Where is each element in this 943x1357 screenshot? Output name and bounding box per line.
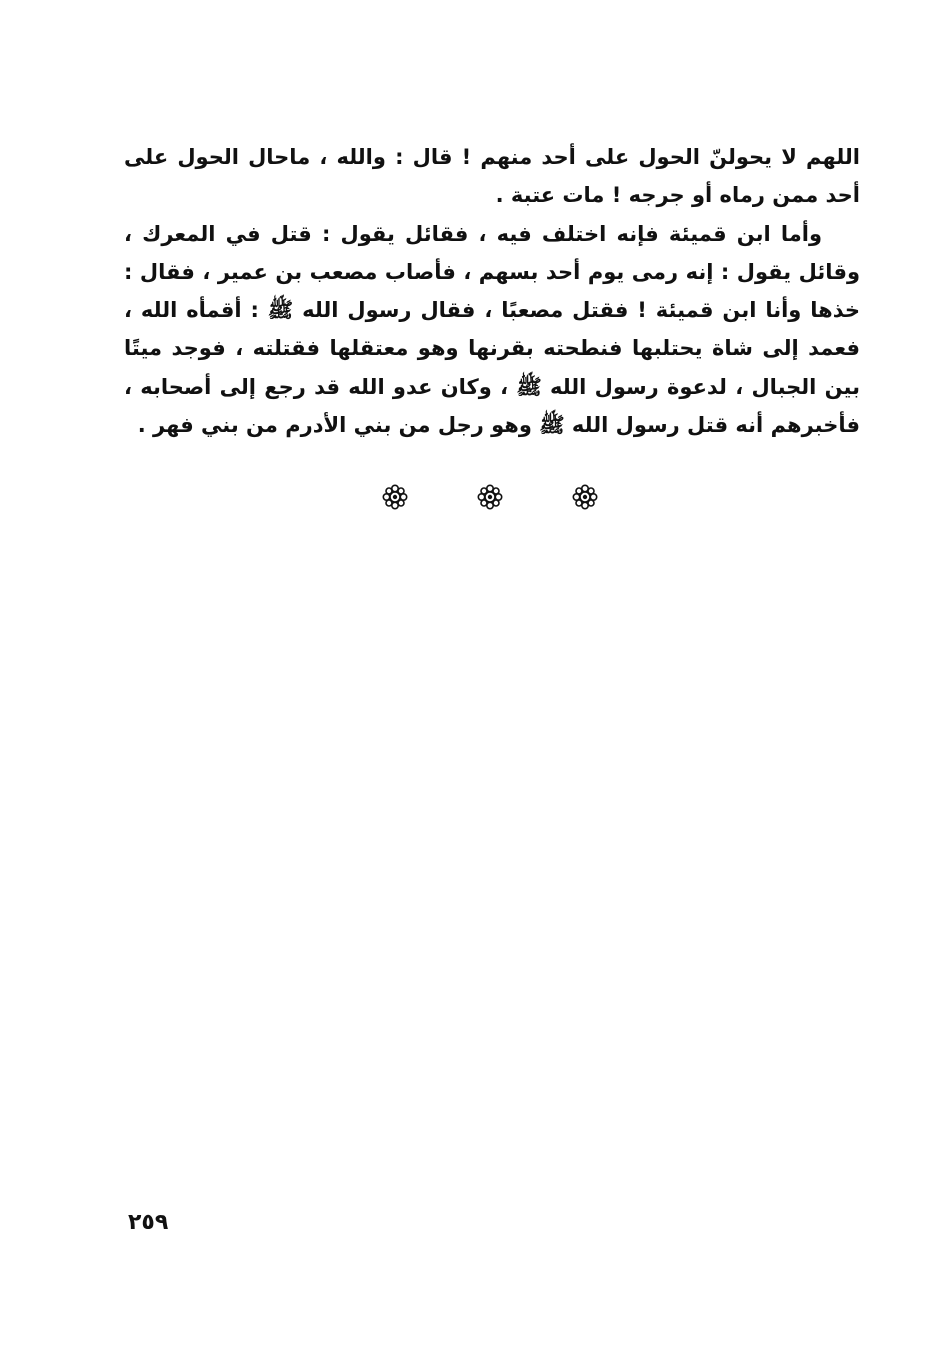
page-number: ٢٥٩ [128,1210,169,1235]
ornament-icon [570,482,600,512]
paragraph-1: اللهم لا يحولنّ الحول على أحد منهم ! قال : والله ، ماحال الحول على أحد ممن رماه أو جرجه ! مات عتبة . [124,145,860,208]
body-text [124,138,860,444]
ornament-icon [380,482,410,512]
paragraph-2: وأما ابن قميئة فإنه اختلف فيه ، فقائل يقول : قتل في المعرك ، وقائل يقول : إنه رمى يوم أحد بسهم ، فأصاب مصعب بن عمير ، فقال : خذها وأنا ابن قميئة ! فقتل مصعبًا ، فقال رسول الله ﷺ : أقمأه الله ، فعمد إلى شاة يحتلبها فنطحته بقرنها وهو معتقلها فقتلته ، فوجد ميتًا بين الجبال ، لدعوة رسول الله ﷺ ، وكان عدو الله قد رجع إلى أصحابه ، فأخبرهم أنه قتل رسول الله ﷺ وهو رجل من بني الأدرم من بني فهر . [124,221,860,438]
ornament-icon [475,482,505,512]
section-divider [380,480,600,514]
